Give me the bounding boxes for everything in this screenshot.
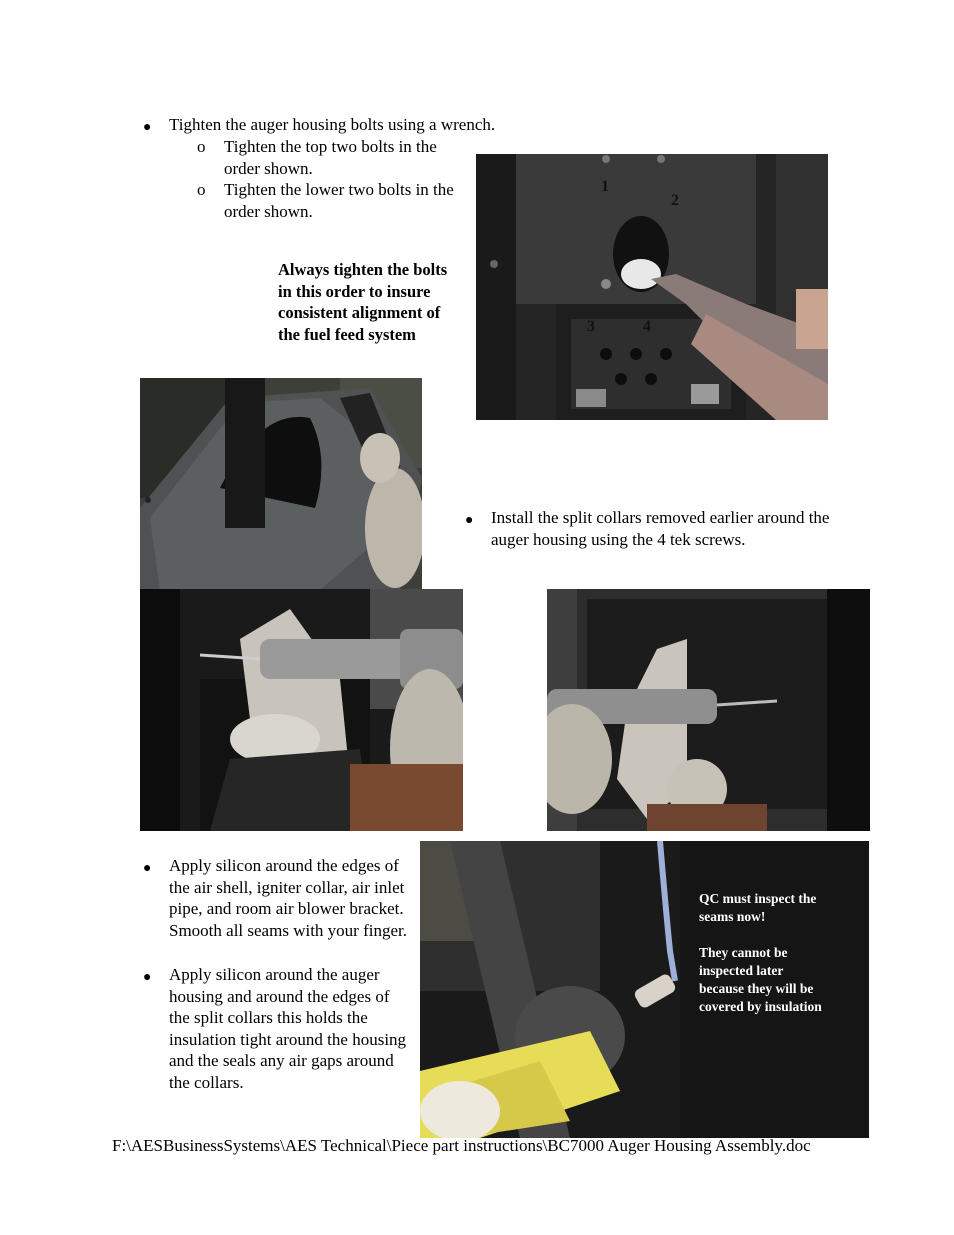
photo-split-collar (140, 378, 422, 590)
bullet-marker: ● (465, 513, 474, 528)
bolt-label-4: 4 (643, 318, 651, 335)
photo-bolt-order (476, 154, 828, 420)
step3-instruction-2: Apply silicon around the auger housing and around the edges of the split collars this holds the insulation tight around the housing and the seals any air gaps around the collars. (169, 965, 407, 1092)
photo-tek-screws-left (140, 589, 463, 831)
bullet-marker: ● (143, 120, 152, 135)
document-file-path: F:\AESBusinessSystems\AES Technical\Piece part instructions\BC7000 Auger Housing Assembly.doc (112, 1136, 811, 1155)
bolt-label-3: 3 (587, 318, 595, 335)
bolt-label-1: 1 (601, 178, 609, 195)
step3-instruction-1: Apply silicon around the edges of the air shell, igniter collar, air inlet pipe, and room air blower bracket. Smooth all seams with your finger. (169, 856, 407, 940)
step1-note: Always tighten the bolts in this order to insure consistent alignment of the fuel feed system (278, 260, 448, 344)
step1-instruction: Tighten the auger housing bolts using a wrench. (169, 115, 496, 134)
sub-bullet-marker: o (197, 180, 206, 199)
sub-bullet-marker: o (197, 137, 206, 156)
step1-sub-item-lower: Tighten the lower two bolts in the order shown. (224, 180, 454, 221)
photo-tek-screws-right (547, 589, 870, 831)
bullet-marker: ● (143, 861, 152, 876)
bullet-marker: ● (143, 970, 152, 985)
bolt-label-2: 2 (671, 192, 679, 209)
qc-note-inspect: QC must inspect the seams now! (699, 891, 817, 924)
qc-note-insulation: They cannot be inspected later because they will be covered by insulation (699, 945, 822, 1014)
step2-instruction: Install the split collars removed earlier around the auger housing using the 4 tek screws. (491, 508, 830, 549)
step1-sub-item-top: Tighten the top two bolts in the order shown. (224, 137, 437, 178)
